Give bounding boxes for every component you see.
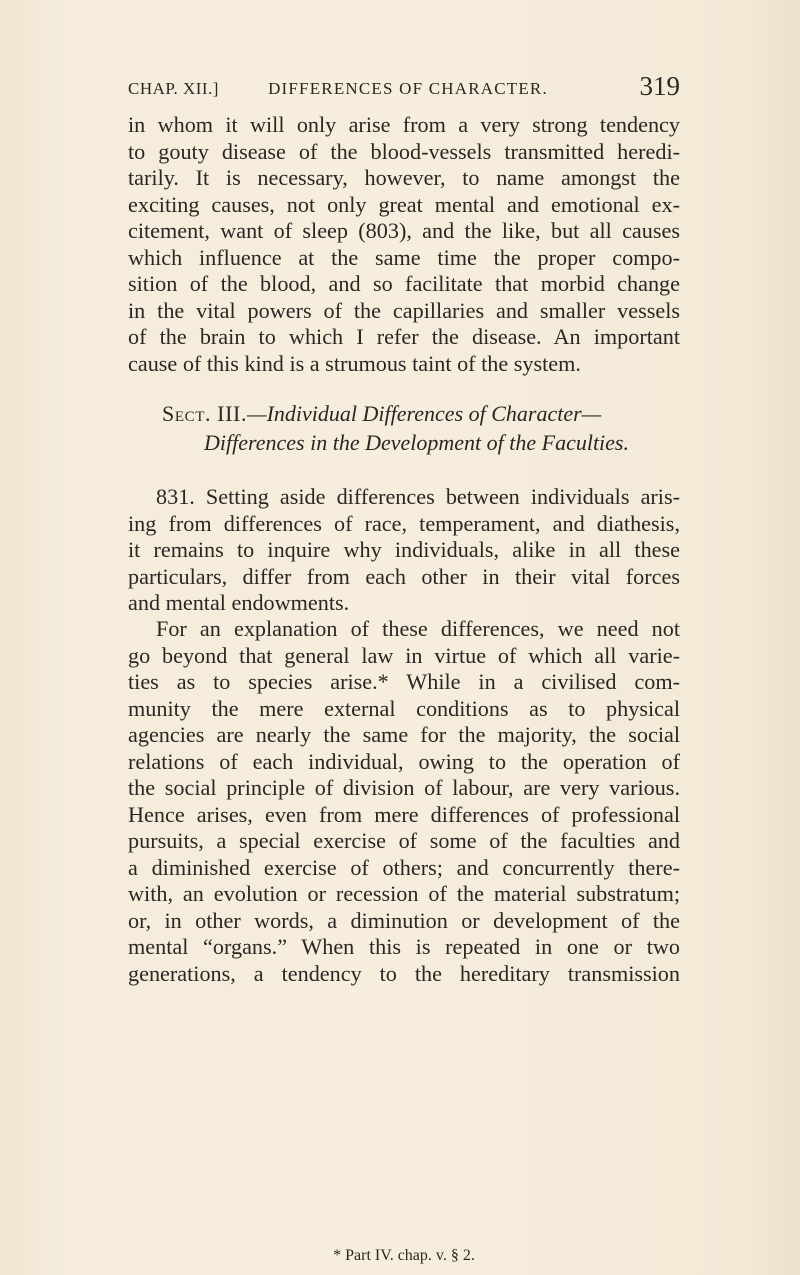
text-line: particulars, differ from each other in their vital forces: [128, 563, 680, 589]
text-line: cause of this kind is a strumous taint of the system.: [128, 350, 581, 376]
text-line: Hence arises, even from mere differences of professional: [128, 801, 680, 827]
text-line: tarily. It is necessary, however, to name amongst the: [128, 165, 680, 190]
text-line: agencies are nearly the same for the majority, the social: [128, 722, 680, 747]
text-line: sition of the blood, and so facilitate that morbid change: [128, 271, 680, 296]
text-line: with, an evolution or recession of the material substratum;: [128, 881, 680, 906]
text-line: it remains to inquire why individuals, alike in all these: [128, 537, 680, 562]
section-subtitle: Differences in the Development of the Faculties.: [204, 430, 629, 455]
text-line: pursuits, a special exercise of some of the faculties and: [128, 828, 680, 853]
section-title: —Individual Differences of Character—: [247, 401, 602, 426]
running-title: DIFFERENCES OF CHARACTER.: [268, 79, 548, 98]
text-line: a diminished exercise of others; and concurrently there-: [128, 854, 680, 880]
text-line: go beyond that general law in virtue of which all varie-: [128, 642, 680, 668]
section-label: Sect. III.: [162, 401, 248, 426]
text-line: the social principle of division of labour, are very various.: [128, 775, 680, 800]
text-line: in the vital powers of the capillaries and smaller vessels: [128, 297, 680, 323]
text-line: and mental endowments.: [128, 590, 350, 615]
text-line: or, in other words, a diminution or development of the: [128, 907, 680, 933]
text-line: ing from differences of race, temperament, and diathesis,: [128, 510, 680, 536]
section-heading: [128, 399, 680, 457]
text-line: in whom it will only arise from a very strong tendency: [128, 112, 680, 137]
text-line: generations, a tendency to the hereditary transmission: [128, 960, 680, 986]
text-line: munity the mere external conditions as to physical: [128, 695, 680, 721]
text-line: exciting causes, not only great mental and emotional ex-: [128, 191, 680, 217]
paragraph-explanation: [128, 616, 680, 987]
chapter-label: CHAP. XII.]: [128, 79, 219, 98]
running-header: [128, 71, 680, 107]
text-line: citement, want of sleep (803), and the like, but all causes: [128, 218, 680, 243]
text-line: which influence at the same time the proper compo-: [128, 244, 680, 270]
text-line: 831. Setting aside differences between individuals aris-: [156, 484, 680, 509]
text-line: mental “organs.” When this is repeated in one or two: [128, 934, 680, 959]
text-line: For an explanation of these differences, we need not: [156, 616, 680, 641]
text-line: to gouty disease of the blood-vessels transmitted heredi-: [128, 138, 680, 164]
text-line: of the brain to which I refer the disease. An important: [128, 324, 680, 349]
page-number: 319: [639, 71, 680, 101]
footnote: * Part IV. chap. v. § 2.: [333, 1247, 475, 1264]
text-line: ties as to species arise.* While in a civilised com-: [128, 669, 680, 694]
paragraph-continuation: [128, 112, 680, 377]
paragraph-831: [128, 484, 680, 617]
text-line: relations of each individual, owing to the operation of: [128, 748, 680, 774]
